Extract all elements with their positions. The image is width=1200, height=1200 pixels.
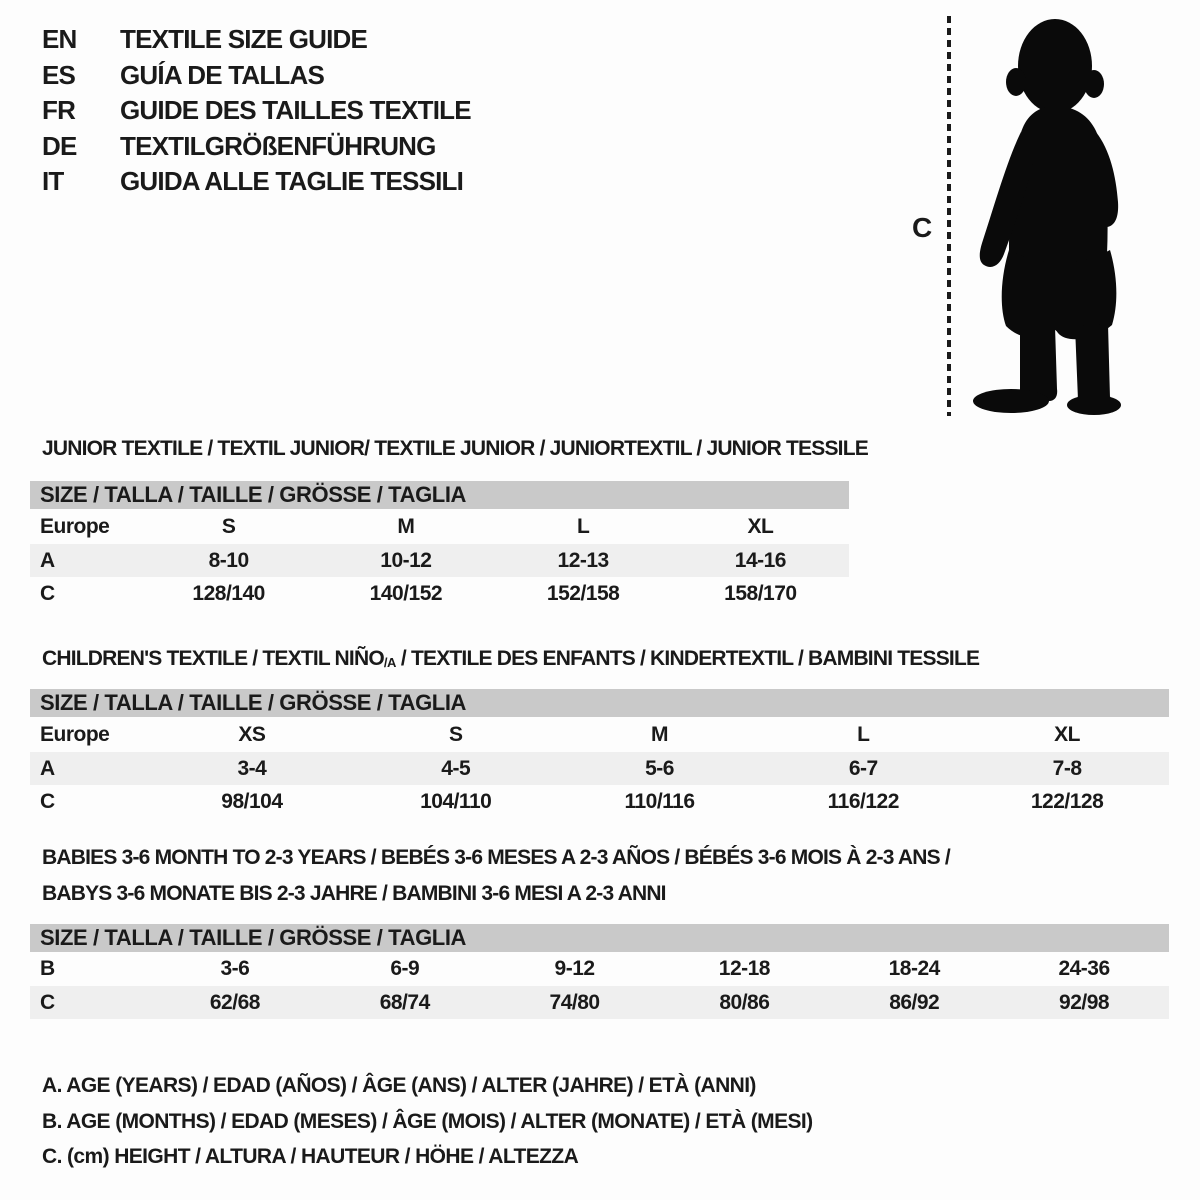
value-cell: L: [857, 722, 870, 746]
value-cell: 7-8: [1052, 756, 1082, 780]
language-code: DE: [42, 130, 77, 161]
value-cell: XL: [1054, 722, 1081, 746]
value-cell: 98/104: [221, 789, 283, 813]
value-cell: 116/122: [827, 789, 899, 813]
value-cell: XL: [747, 514, 774, 538]
babies-section-title-line1: BABIES 3-6 MONTH TO 2-3 YEARS / BEBÉS 3-6 MESES A 2-3 AÑOS / BÉBÉS 3-6 MOIS À 2-3 ANS /: [42, 846, 950, 869]
language-item-de: [42, 129, 471, 165]
babies-height-row: [30, 986, 1169, 1019]
row-label-cell: C: [40, 581, 55, 605]
language-title: GUIDE DES TAILLES TEXTILE: [120, 95, 471, 126]
babies-section-title-line2: BABYS 3-6 MONATE BIS 2-3 JAHRE / BAMBINI 3-6 MESI A 2-3 ANNI: [42, 882, 666, 905]
value-cell: 12-18: [718, 957, 770, 980]
row-label-cell: Europe: [40, 722, 110, 746]
value-cell: 140/152: [369, 581, 443, 605]
junior-section-title: JUNIOR TEXTILE / TEXTIL JUNIOR/ TEXTILE JUNIOR / JUNIORTEXTIL / JUNIOR TESSILE: [42, 437, 868, 460]
row-label-cell: C: [40, 990, 55, 1014]
value-cell: 152/158: [546, 581, 620, 605]
value-cell: 92/98: [1059, 990, 1110, 1014]
children-age-row: [30, 752, 1169, 785]
value-cell: 10-12: [380, 548, 432, 572]
value-cell: 14-16: [734, 548, 786, 572]
language-code: FR: [42, 95, 76, 126]
value-cell: 3-6: [220, 957, 250, 980]
row-label-cell: B: [40, 957, 55, 980]
junior-size-row: [30, 509, 849, 544]
legend-line-b: B. AGE (MONTHS) / EDAD (MESES) / ÂGE (MOIS) / ALTER (MONATE) / ETÀ (MESI): [42, 1109, 813, 1133]
row-label-cell: A: [40, 756, 55, 780]
value-cell: 110/116: [624, 789, 695, 813]
language-code: EN: [42, 24, 77, 55]
row-label-cell: Europe: [40, 514, 110, 538]
language-item-es: [42, 58, 471, 94]
value-cell: 158/170: [724, 581, 797, 605]
value-cell: 6-9: [390, 957, 420, 980]
children-size-row: [30, 717, 1169, 752]
language-title: TEXTILE SIZE GUIDE: [120, 24, 368, 55]
children-size-table: [30, 689, 1169, 818]
value-cell: 128/140: [192, 581, 265, 605]
children-title-prefix: CHILDREN'S TEXTILE / TEXTIL NIÑO: [42, 647, 384, 670]
language-code: IT: [42, 166, 64, 197]
value-cell: 5-6: [645, 756, 674, 780]
junior-size-table: [30, 481, 849, 610]
language-item-fr: [42, 93, 471, 129]
value-cell: M: [397, 514, 415, 538]
babies-size-table: [30, 924, 1169, 1019]
language-title: TEXTILGRÖßENFÜHRUNG: [120, 130, 436, 161]
height-measure-dotted-line: [947, 16, 951, 416]
measurement-legend: [42, 1068, 813, 1175]
language-title: GUÍA DE TALLAS: [120, 59, 325, 90]
baby-silhouette-image: [963, 14, 1135, 416]
value-cell: L: [576, 514, 590, 538]
value-cell: 62/68: [209, 990, 260, 1014]
row-label-cell: C: [40, 789, 55, 813]
value-cell: S: [221, 514, 236, 538]
language-item-it: [42, 164, 471, 200]
legend-line-a: A. AGE (YEARS) / EDAD (AÑOS) / ÂGE (ANS) / ALTER (JAHRE) / ETÀ (ANNI): [42, 1074, 756, 1097]
value-cell: 122/128: [1030, 789, 1104, 813]
children-title-suffix: / TEXTILE DES ENFANTS / KINDERTEXTIL / BAMBINI TESSILE: [395, 647, 980, 670]
height-measure-label-c: C: [912, 212, 933, 243]
language-code: ES: [42, 59, 76, 90]
language-item-en: [42, 22, 471, 58]
children-height-row: [30, 785, 1169, 818]
value-cell: M: [650, 722, 668, 746]
value-cell: 86/92: [889, 990, 940, 1014]
language-title-list: [42, 22, 471, 200]
value-cell: S: [448, 722, 463, 746]
size-header-band: SIZE / TALLA / TAILLE / GRÖSSE / TAGLIA: [30, 481, 849, 509]
value-cell: 104/110: [420, 789, 492, 813]
value-cell: 74/80: [549, 990, 600, 1014]
babies-age-row: [30, 952, 1169, 986]
value-cell: 18-24: [888, 957, 940, 980]
legend-line-c: C. (cm) HEIGHT / ALTURA / HAUTEUR / HÖHE / ALTEZZA: [42, 1145, 579, 1168]
row-label-cell: A: [40, 548, 55, 572]
value-cell: 3-4: [237, 756, 267, 780]
value-cell: 8-10: [208, 548, 249, 572]
value-cell: 68/74: [379, 990, 430, 1014]
value-cell: XS: [238, 722, 266, 746]
children-section-title: [42, 647, 979, 671]
value-cell: 80/86: [719, 990, 770, 1014]
value-cell: 6-7: [848, 756, 878, 780]
value-cell: 4-5: [441, 756, 471, 780]
language-title: GUIDA ALLE TAGLIE TESSILI: [120, 166, 464, 197]
size-header-band: SIZE / TALLA / TAILLE / GRÖSSE / TAGLIA: [30, 924, 1169, 952]
junior-height-row: [30, 577, 849, 610]
size-header-band: SIZE / TALLA / TAILLE / GRÖSSE / TAGLIA: [30, 689, 1169, 717]
children-title-subscript: /A: [383, 655, 396, 670]
value-cell: 9-12: [554, 957, 595, 980]
junior-age-row: [30, 544, 849, 577]
value-cell: 24-36: [1058, 957, 1110, 980]
value-cell: 12-13: [557, 548, 609, 572]
